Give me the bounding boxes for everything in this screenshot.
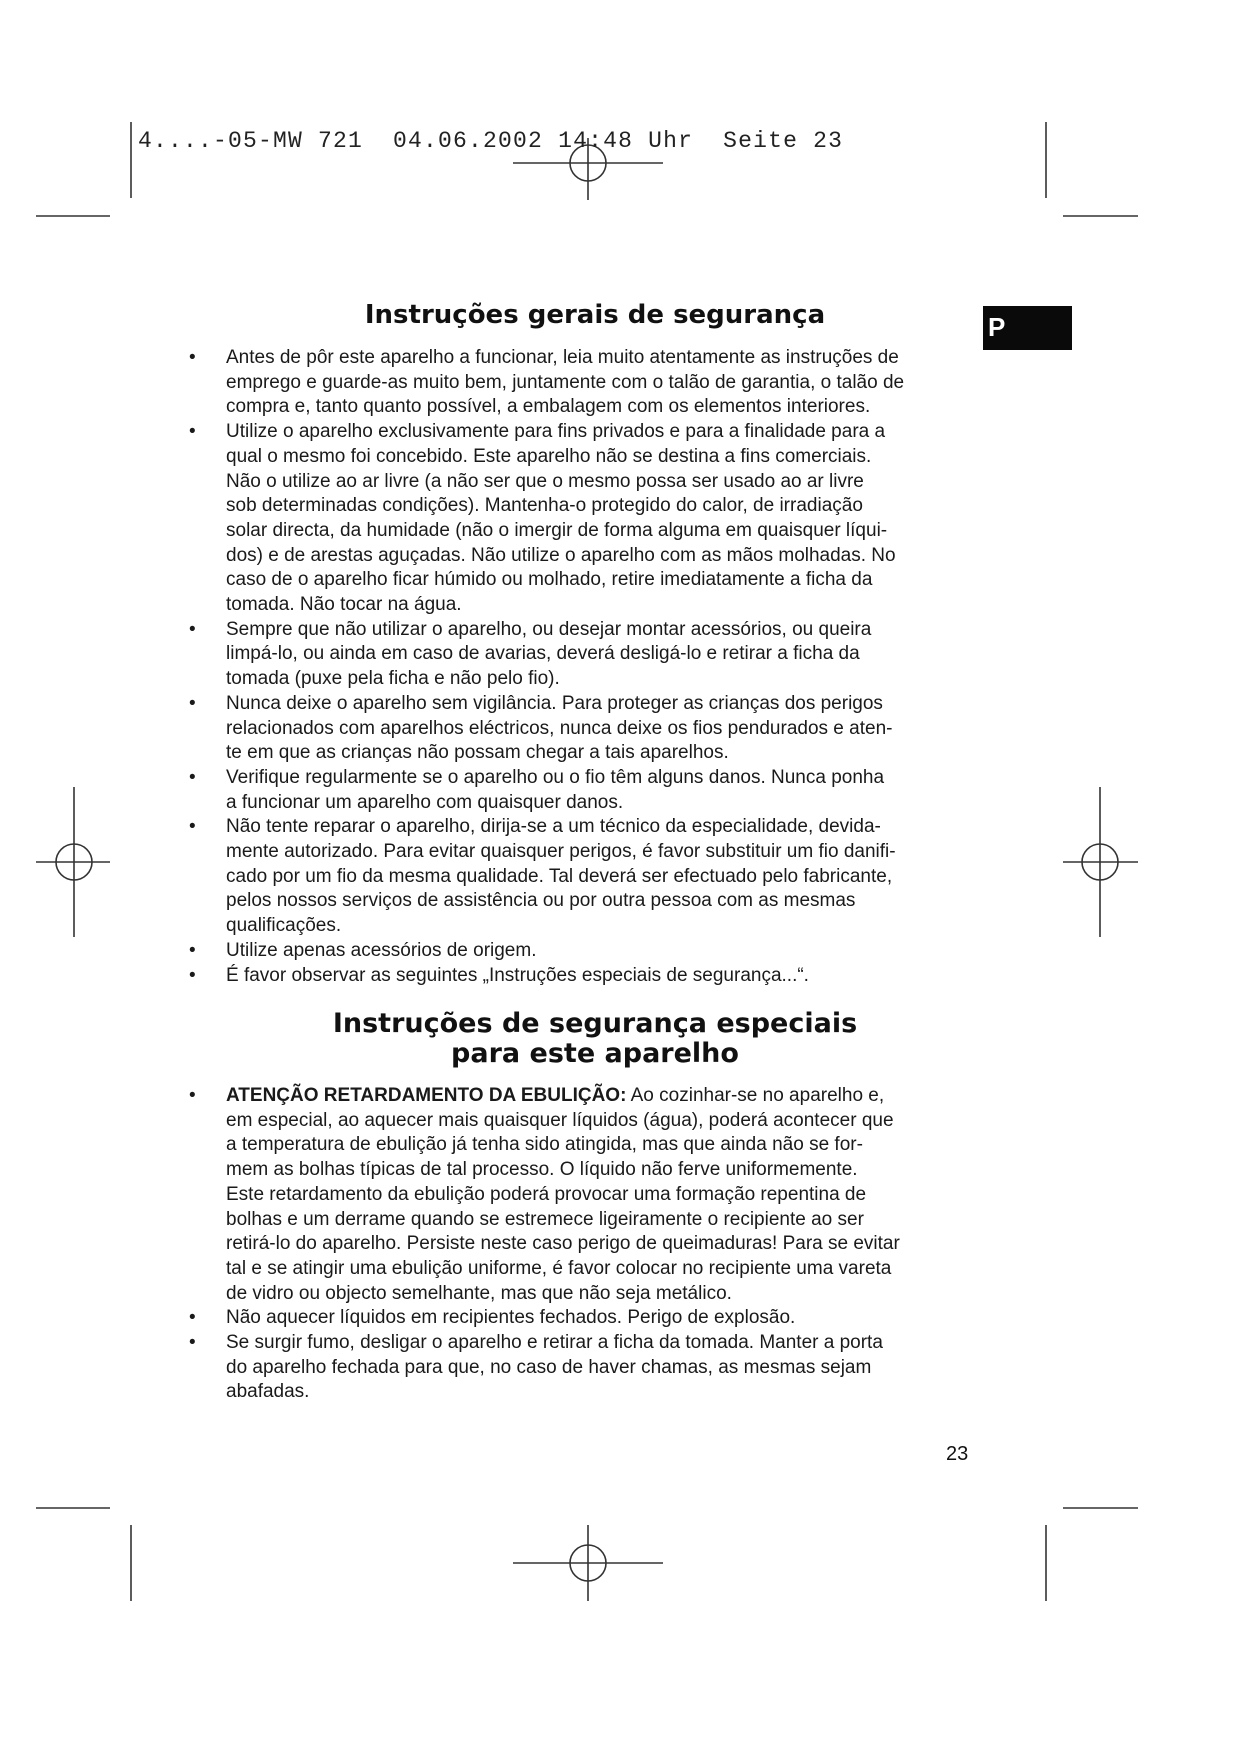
list-item: • Sempre que não utilizar o aparelho, ou desejar montar acessórios, ou queira limpá-lo, ou ainda em caso de avarias, deverá desligá-lo e retirar a ficha da tomada (puxe pela ficha e não pelo fio). bbox=[189, 618, 872, 690]
list-item: • Verifique regularmente se o aparelho ou o fio têm alguns danos. Nunca ponha a funcionar um aparelho com quaisquer danos. bbox=[189, 766, 885, 813]
section-title-line: para este aparelho bbox=[451, 1038, 739, 1069]
list-item: • Utilize apenas acessórios de origem. bbox=[189, 939, 537, 961]
special-safety-list bbox=[189, 1084, 979, 1405]
section-title-special-safety bbox=[230, 1009, 960, 1069]
page-number: 23 bbox=[946, 1443, 969, 1465]
list-item: • Nunca deixe o aparelho sem vigilância. Para proteger as crianças dos perigos relacionados com aparelhos eléctricos, nunca deixe os fios pendurados e aten- te em que as crianças não possam chegar a tais aparelhos. bbox=[189, 692, 893, 764]
section-title-line: Instruções de segurança especiais bbox=[332, 1008, 858, 1039]
list-item: • Utilize o aparelho exclusivamente para fins privados e para a finalidade para a qual o mesmo foi concebido. Este aparelho não se destina a fins comerciais. Não o utilize ao ar livre (a não ser que o mesmo possa ser usado ao ar livre sob determinadas condições). Mantenha-o protegido do calor, de irradiação solar directa, da humidade (não o imergir de forma alguma em quaisquer líqui- dos) e de arestas aguçadas. Não utilize o aparelho com as mãos molhadas. No caso de o aparelho ficar húmido ou molhado, retire imediatamente a ficha da tomada. Não tocar na água. bbox=[189, 421, 896, 616]
general-safety-list bbox=[189, 346, 979, 988]
warning-label: ATENÇÃO RETARDAMENTO DA EBULIÇÃO: bbox=[226, 1085, 627, 1106]
list-item: • Antes de pôr este aparelho a funcionar, leia muito atentamente as instruções de emprego e guarde-as muito bem, juntamente com o talão de garantia, o talão de compra e, tanto quanto possível, a embalagem com os elementos interiores. bbox=[189, 347, 905, 418]
list-item: • Não tente reparar o aparelho, dirija-se a um técnico da especialidade, devida- mente autorizado. Para evitar quaisquer perigos, é favor substituir um fio danifi- cado por um fio da mesma qualidade. Tal deverá ser efectuado pelo fabricante, pelos nossos serviços de assistência ou por outra pessoa com as mesmas qualificações. bbox=[189, 816, 896, 937]
list-item: • Não aquecer líquidos em recipientes fechados. Perigo de explosão. bbox=[189, 1307, 796, 1329]
print-slug-line: 4....-05-MW 721 04.06.2002 14:48 Uhr Seite 23 bbox=[138, 128, 844, 154]
list-item-warning: • ATENÇÃO RETARDAMENTO DA EBULIÇÃO: Ao cozinhar-se no aparelho e, em especial, ao aquecer mais quaisquer líquidos (água), poderá acontecer que a temperatura de ebulição já tenha sido atingida, mas que ainda não se for- mem as bolhas típicas de tal processo. O líquido não ferve uniformemente. Este retardamento da ebulição poderá provocar uma formação repentina de bolhas e um derrame quando se estremece ligeiramente o recipiente ao ser retirá-lo do aparelho. Persiste neste caso perigo de queimaduras! Para se evitar tal e se atingir uma ebulição uniforme, é favor colocar no recipiente uma vareta de vidro ou objecto semelhante, mas que não seja metálico. bbox=[189, 1085, 900, 1304]
list-item: • É favor observar as seguintes „Instruções especiais de segurança...“. bbox=[189, 964, 809, 986]
language-tab bbox=[983, 306, 1072, 350]
language-tab-label: P bbox=[988, 312, 1006, 342]
list-item: • Se surgir fumo, desligar o aparelho e retirar a ficha da tomada. Manter a porta do aparelho fechada para que, no caso de haver chamas, as mesmas sejam abafadas. bbox=[189, 1332, 883, 1403]
section-title-general-safety: Instruções gerais de segurança bbox=[364, 300, 826, 330]
